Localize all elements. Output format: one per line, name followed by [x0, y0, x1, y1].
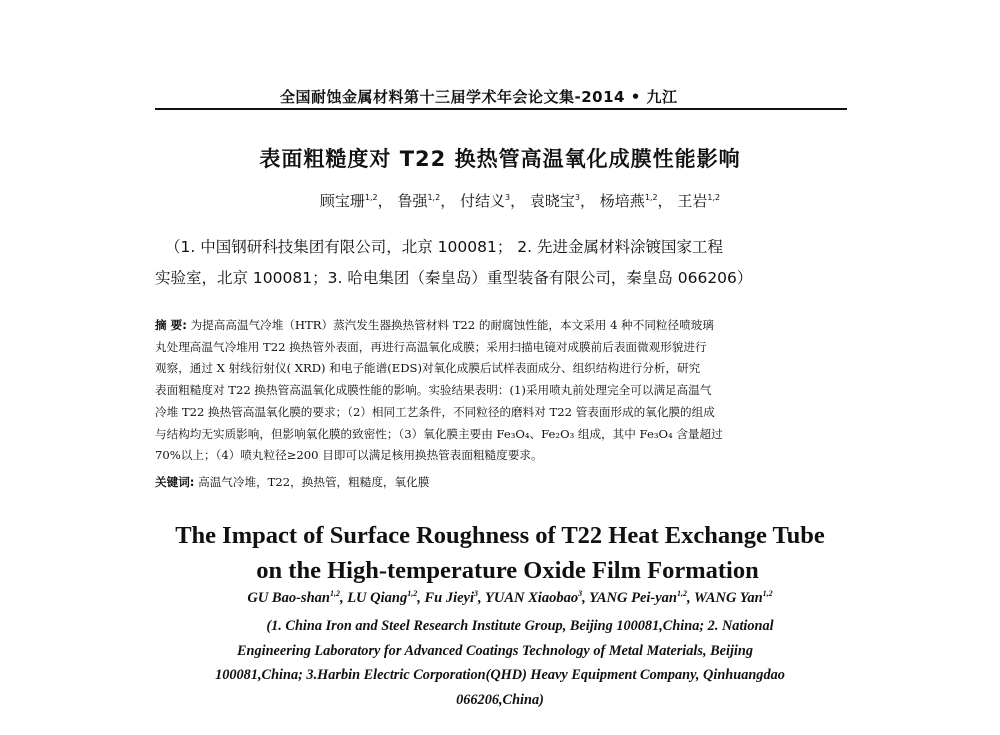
- affiliation-english-line: (1. China Iron and Steel Research Institute Group, Beijing 100081,China; 2. National: [266, 618, 774, 634]
- author-cn: 鲁强$^{1,2}$，: [397, 192, 456, 210]
- affiliation-english-line: 100081,China; 3.Harbin Electric Corporation(QHD) Heavy Equipment Company, Qinhuangdao: [215, 667, 785, 683]
- affiliation-line: 实验室，北京 100081；3. 哈电集团（秦皇岛）重型装备有限公司，秦皇岛 066206）: [155, 269, 753, 287]
- affiliation-english-line: Engineering Laboratory for Advanced Coatings Technology of Metal Materials, Beijing: [236, 642, 754, 659]
- author-en: YANG Pei-yan$^{1,2}$,: [589, 589, 694, 606]
- abstract-line: 70%以上；（4）喷丸粒径≥200 目即可以满足核用换热管表面粗糙度要求。: [155, 448, 543, 463]
- affiliation-chinese: [155, 232, 855, 294]
- author-cn: 付结义$^3$，: [459, 192, 526, 210]
- abstract-line: 观察，通过 X 射线衍射仪( XRD) 和电子能谱(EDS)对氧化成膜后试样表面成分、组织结构进行分析，研究: [155, 361, 701, 376]
- author-en: Fu Jieyi$^3$,: [424, 589, 486, 606]
- abstract-chinese: [155, 315, 850, 467]
- running-header: 全国耐蚀金属材料第十三届学术年会论文集-2014 • 九江: [280, 88, 678, 106]
- affiliation-english-line: 066206,China): [456, 691, 544, 708]
- abstract-line: 摘 要: 为提高高温气冷堆（HTR）蒸汽发生器换热管材料 T22 的耐腐蚀性能，本文采用 4 种不同粒径喷玻璃: [155, 318, 714, 332]
- title-chinese: 表面粗糙度对 T22 换热管高温氧化成膜性能影响: [259, 147, 741, 171]
- keywords-chinese: [155, 474, 850, 490]
- abstract-label: 摘 要:: [155, 318, 187, 332]
- author-cn: 王岩$^{1,2}$: [677, 192, 721, 210]
- abstract-line: 与结构均无实质影响，但影响氧化膜的致密性；（3）氧化膜主要由 Fe₃O₄、Fe₂O₃ 组成，其中 Fe₃O₄ 含量超过: [155, 426, 723, 441]
- title-english-line: The Impact of Surface Roughness of T22 Heat Exchange Tube: [175, 522, 825, 549]
- affiliation-english: [0, 614, 1000, 712]
- author-cn: 杨培燕$^{1,2}$，: [599, 192, 673, 210]
- author-cn: 顾宝珊$^{1,2}$，: [319, 192, 393, 210]
- abstract-line: 丸处理高温气冷堆用 T22 换热管外表面，再进行高温氧化成膜；采用扫描电镜对成膜前后表面微观形貌进行: [155, 339, 707, 354]
- authors-chinese: [0, 190, 1000, 211]
- author-cn: 袁晓宝$^3$，: [529, 192, 596, 210]
- abstract-line: 冷堆 T22 换热管高温氧化膜的要求；（2）相同工艺条件，不同粒径的磨料对 T22 管表面形成的氧化膜的组成: [155, 404, 715, 419]
- keywords-label: 关键词:: [155, 475, 195, 489]
- affiliation-line: （1. 中国钢研科技集团有限公司，北京 100081； 2. 先进金属材料涂镀国家工程: [165, 238, 723, 256]
- author-en: GU Bao-shan$^{1,2}$,: [247, 589, 348, 606]
- author-en: LU Qiang$^{1,2}$,: [347, 589, 425, 606]
- keywords-text: 高温气冷堆，T22，换热管，粗糙度，氧化膜: [198, 475, 430, 489]
- authors-english: [0, 590, 1000, 607]
- header-rule: [155, 108, 847, 110]
- abstract-line: 表面粗糙度对 T22 换热管高温氧化成膜性能的影响。实验结果表明：(1)采用喷丸前处理完全可以满足高温气: [155, 383, 712, 398]
- title-english-line: on the High-temperature Oxide Film Formation: [256, 557, 759, 584]
- title-english: [0, 518, 1000, 588]
- author-en: WANG Yan$^{1,2}$: [694, 589, 773, 606]
- author-en: YUAN Xiaobao$^3$,: [485, 589, 590, 606]
